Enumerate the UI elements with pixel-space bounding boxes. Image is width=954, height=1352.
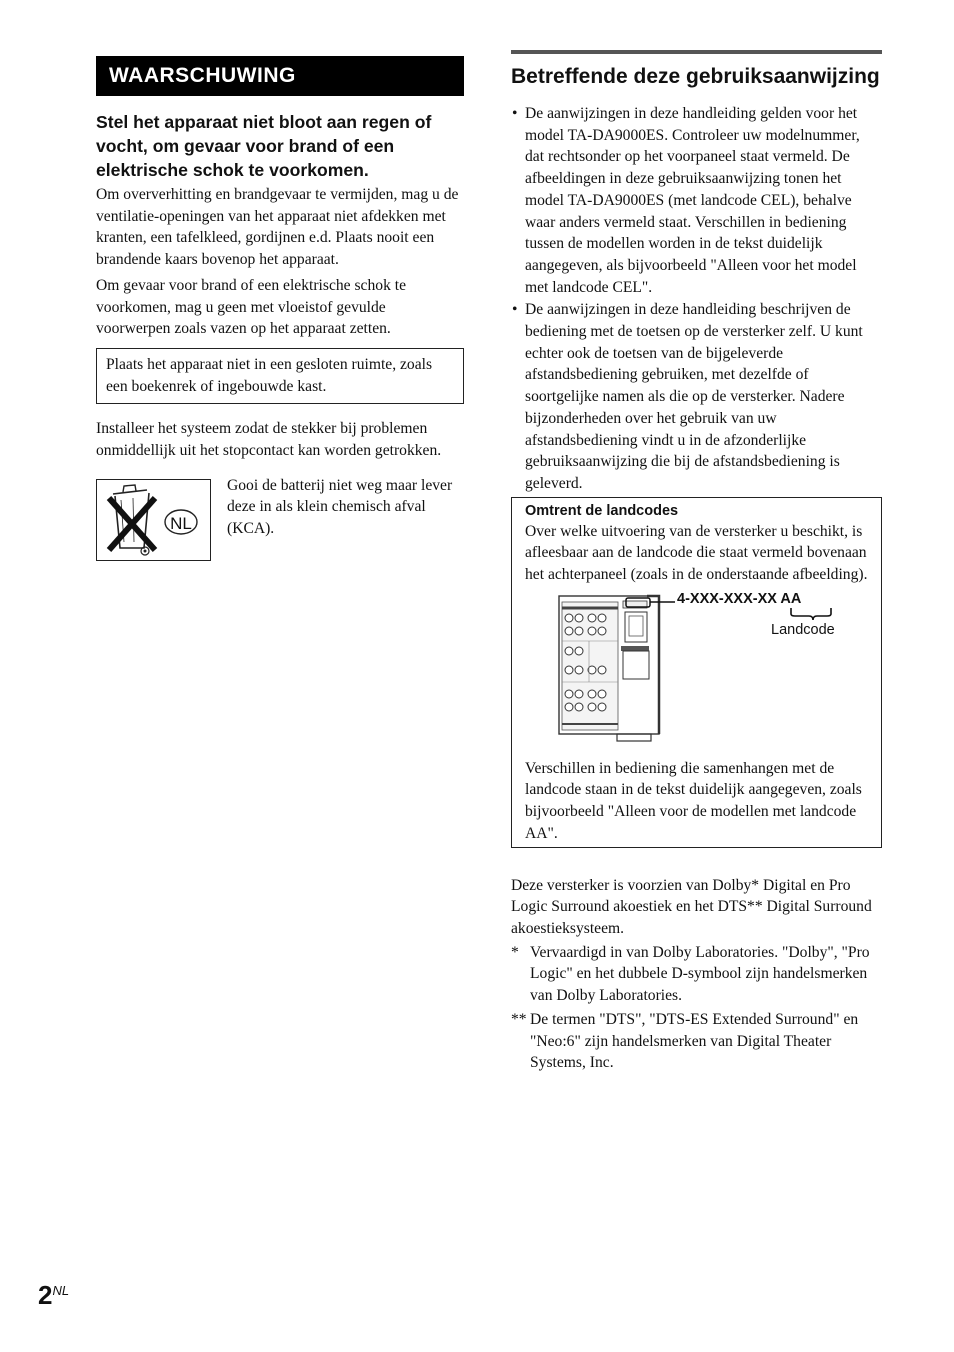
landcode-caption: Landcode: [771, 621, 835, 638]
battery-text: Gooi de batterij niet weg maar lever deze in als klein chemisch afval (KCA).: [227, 476, 453, 538]
landcode-box-intro: Over welke uitvoering van de versterker u beschikt, is afleesbaar aan de landcode die staat vermeld bovenaan het achterpaneel (zoals in de onderstaande afbeelding).: [525, 522, 868, 584]
battery-country-label: NL: [170, 513, 192, 533]
warning-heading: Stel het apparaat niet bloot aan regen of vocht, om gevaar voor brand of een elektrische schok te voorkomen.: [96, 112, 432, 180]
rear-panel-figure: [525, 590, 871, 744]
landcode-box: [511, 497, 882, 848]
footnote: [511, 1009, 882, 1074]
footnote-text: Vervaardigd in van Dolby Laboratories. "Dolby", "Pro Logic" en het dubbele D-symbool zijn handelsmerken van Dolby Laboratories.: [530, 943, 870, 1005]
landcode-box-title: Omtrent de landcodes: [525, 502, 679, 519]
section-rule: [511, 50, 882, 54]
paragraph-overheating: Om oververhitting en brandgevaar te vermijden, mag u de ventilatie-openingen van het apparaat niet afdekken met kranten, een tafelkleed, gordijnen e.d. Plaats nooit een brandende kaars bovenop het apparaat.: [96, 186, 459, 269]
left-column: [96, 56, 464, 569]
page-number-value: 2: [38, 1280, 53, 1310]
dolby-paragraph: Deze versterker is voorzien van Dolby* Digital en Pro Logic Surround akoestiek en het DTS** Digital Surround akoestieksysteem.: [511, 876, 872, 937]
footnote: [511, 942, 882, 1007]
warning-title: WAARSCHUWING: [96, 56, 464, 96]
section-title: Betreffende deze gebruiksaanwijzing: [511, 65, 880, 88]
battery-notice: [96, 476, 464, 569]
footnote-mark: **: [511, 1010, 527, 1028]
paragraph-plug: Installeer het systeem zodat de stekker bij problemen onmiddellijk uit het stopcontact kan worden getrokken.: [96, 420, 442, 460]
footnote-list: [511, 942, 882, 1074]
bullet-list: [511, 103, 882, 495]
paragraph-liquids: Om gevaar voor brand of een elektrische schok te voorkomen, mag u geen met vloeistof gevulde voorwerpen zoals vazen op het apparaat zetten.: [96, 276, 407, 338]
rear-panel-drawing: [525, 594, 865, 744]
notice-box: Plaats het apparaat niet in een gesloten ruimte, zoals een boekenrek of ingebouwde kast.: [96, 348, 464, 404]
page-number: [38, 1280, 69, 1311]
page-number-suffix: NL: [52, 1283, 70, 1298]
footnote-mark: *: [511, 943, 519, 961]
landcode-example: 4-XXX-XXX-XX AA: [677, 590, 802, 607]
footnote-text: De termen "DTS", "DTS-ES Extended Surround" en "Neo:6" zijn handelsmerken van Digital Theater Systems, Inc.: [530, 1010, 859, 1072]
landcode-box-note: Verschillen in bediening die samenhangen met de landcode staan in de tekst duidelijk aangegeven, zoals bijvoorbeeld "Alleen voor de modellen met landcode AA".: [525, 759, 862, 842]
crossed-bin-icon: [96, 479, 211, 561]
list-item: • De aanwijzingen in deze handleiding gelden voor het model TA-DA9000ES. Controleer uw modelnummer, dat rechtsonder op het voorpaneel staat vermeld. De afbeeldingen in deze gebruiksaanwijzing tonen het model TA-DA9000ES (met landcode CEL), behalve waar anders vermeld staat. Verschillen in bediening tussen de modellen worden in de tekst duidelijk aangegeven, als bijvoorbeeld "Alleen voor het model met landcode CEL".: [511, 103, 882, 298]
list-item: • De aanwijzingen in deze handleiding beschrijven de bediening met de toetsen op de versterker zelf. U kunt echter ook de toetsen van de bijgeleverde afstandsbediening gebruiken, met dezelfde of soortgelijke namen als die op de versterker. Nadere bijzonderheden over het gebruik van uw afstandsbediening vindt u in de afzonderlijke gebruiksaanwijzing die bij de afstandsbediening is geleverd.: [511, 299, 882, 494]
right-column: [511, 50, 882, 1074]
